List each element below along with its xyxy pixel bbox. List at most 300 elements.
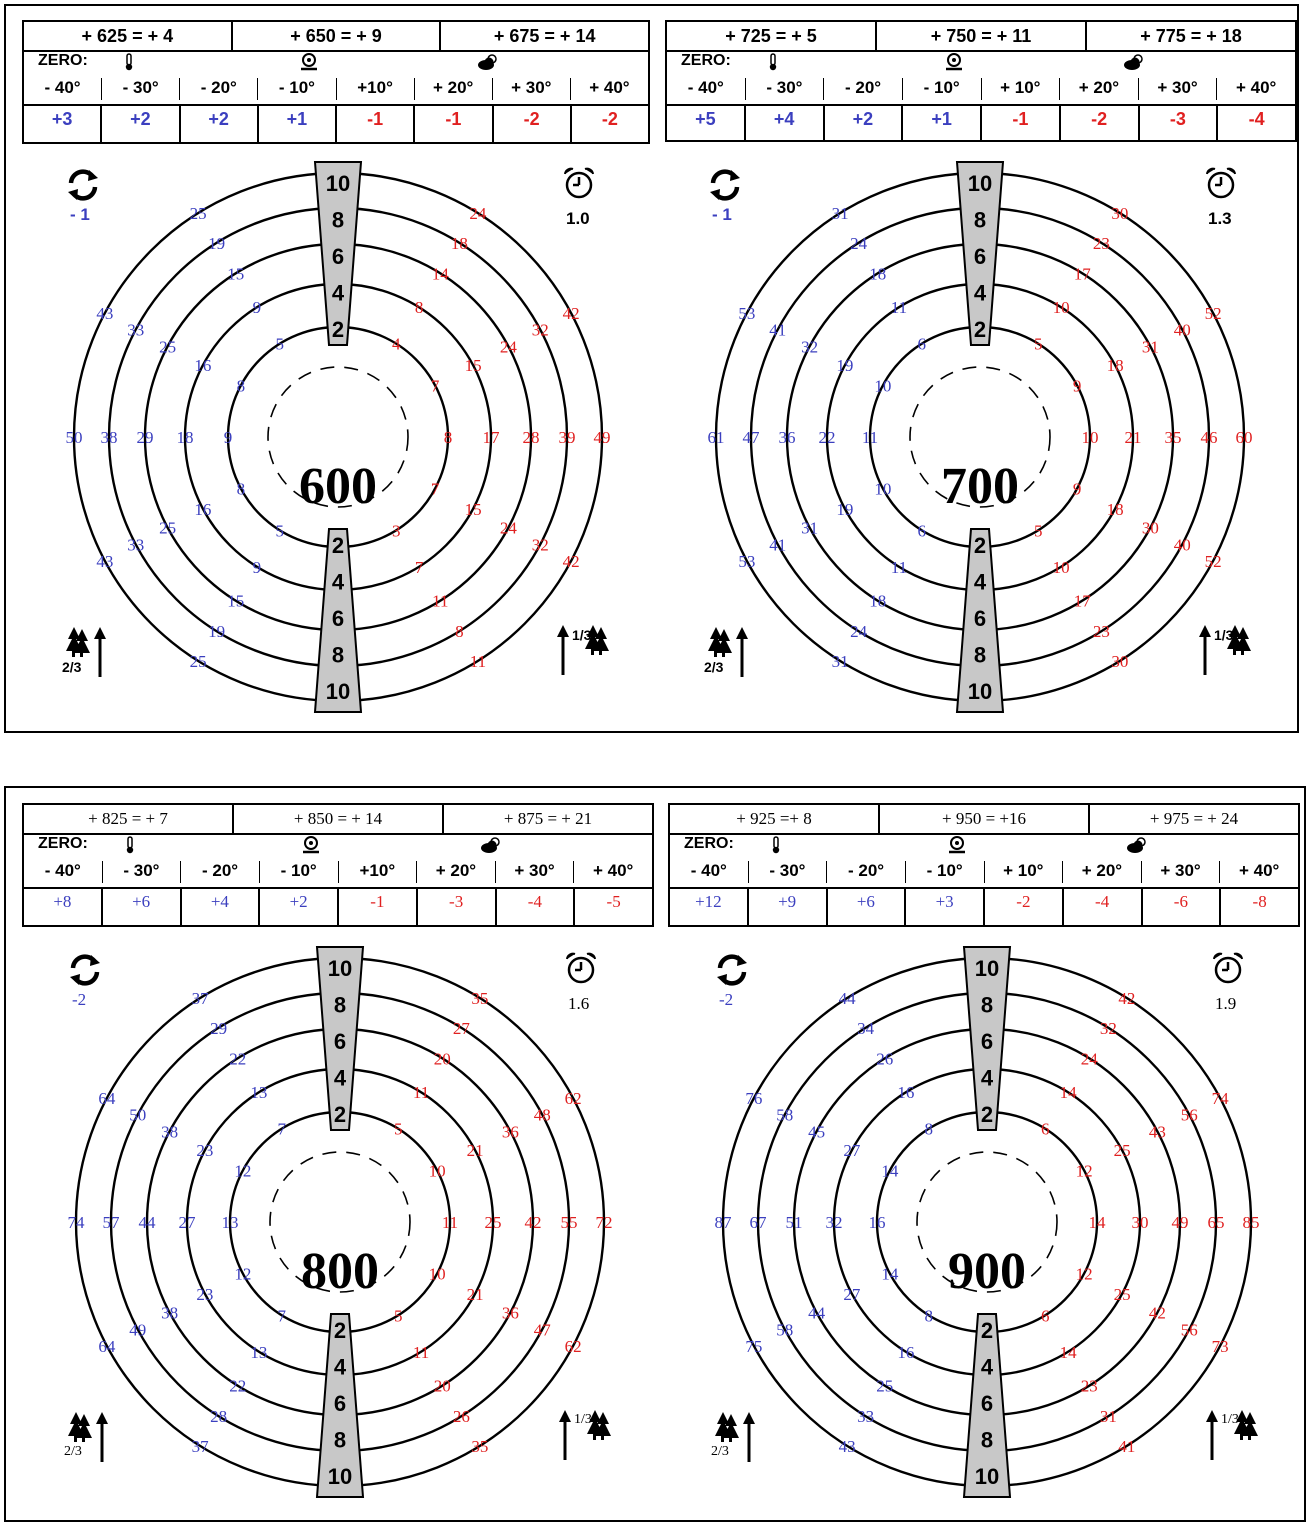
right-ring-label: 20 — [433, 1376, 451, 1396]
bottom-scale — [957, 529, 1003, 712]
left-ring-label: 18 — [176, 428, 194, 447]
tree-arrow-left — [713, 1412, 773, 1469]
left-ring-label: 44 — [838, 989, 856, 1009]
temperature-cell: - 20° — [181, 861, 260, 883]
right-ring-label: 24 — [499, 337, 517, 357]
right-ring-label: 7 — [430, 376, 440, 396]
right-ring-label: 14 — [1059, 1083, 1077, 1103]
left-ring-label: 25 — [189, 651, 207, 671]
right-ring-label: 30 — [1141, 518, 1159, 538]
range-cell: + 875 = + 21 — [503, 809, 593, 828]
scale-mark: 6 — [331, 606, 345, 631]
temperature-cell: +10° — [339, 861, 418, 883]
temperature-cell: + 40° — [1236, 78, 1277, 97]
right-ring-label: 47 — [533, 1320, 551, 1340]
correction-cell: -2 — [601, 109, 618, 129]
correction-cell: -4 — [1248, 109, 1265, 129]
right-ring-label: 52 — [1204, 551, 1222, 571]
correction-cell: -6 — [1143, 889, 1222, 925]
left-ring-label: 37 — [191, 989, 209, 1009]
left-ring-label: 58 — [776, 1105, 794, 1125]
temperature-cell: + 20° — [1060, 78, 1139, 100]
fraction-left: 2/3 — [711, 1444, 729, 1459]
rotation-value: -2 — [72, 990, 87, 1009]
left-ring-label: 44 — [808, 1303, 826, 1323]
bottom-scale — [317, 1314, 363, 1497]
time-value: 1.9 — [1215, 994, 1237, 1013]
left-ring-label: 41 — [769, 535, 787, 555]
fraction-right: 1/3 — [1221, 1412, 1239, 1427]
temperature-cell: - 20° — [824, 78, 903, 100]
right-ring-label: 14 — [431, 264, 449, 284]
rotation-value: - 1 — [712, 205, 732, 224]
range-cell: + 950 = +16 — [880, 805, 1090, 833]
top-scale — [317, 947, 363, 1130]
temperature-cell: - 40° — [667, 78, 746, 100]
right-ring-label: 10 — [1052, 298, 1070, 318]
right-ring-label: 14 — [1088, 1213, 1106, 1232]
bottom-scale — [315, 529, 361, 712]
correction-cell: -3 — [418, 889, 497, 925]
temperature-cell: + 30° — [1139, 78, 1218, 100]
right-ring-label: 26 — [452, 1407, 470, 1427]
left-ring-label: 25 — [159, 518, 177, 538]
correction-cell: -1 — [339, 889, 418, 925]
right-ring-label: 48 — [533, 1105, 551, 1125]
left-ring-label: 53 — [738, 551, 756, 571]
right-ring-label: 14 — [1059, 1342, 1077, 1362]
scale-mark: 8 — [973, 207, 987, 233]
right-ring-label: 11 — [469, 651, 487, 671]
right-ring-label: 5 — [1034, 334, 1043, 354]
scale-mark: 6 — [331, 244, 345, 269]
alarm-clock-icon — [564, 950, 598, 991]
right-ring-label: 42 — [562, 551, 580, 571]
rotation-value: - 1 — [70, 205, 90, 224]
correction-cell: -1 — [337, 106, 415, 142]
scale-mark: 4 — [333, 1065, 347, 1091]
right-ring-label: 10 — [1052, 557, 1070, 577]
tree-arrow-left — [66, 1412, 126, 1469]
left-ring-label: 24 — [850, 622, 868, 642]
left-ring-label: 13 — [221, 1213, 239, 1232]
scale-mark: 4 — [973, 569, 987, 595]
left-ring-label: 38 — [161, 1122, 179, 1142]
zero-label: ZERO: — [681, 52, 731, 69]
correction-cell: +5 — [667, 106, 746, 140]
right-ring-label: 52 — [1204, 304, 1222, 324]
top-scale — [964, 947, 1010, 1130]
left-ring-label: 22 — [229, 1376, 247, 1396]
range-cell: + 925 =+ 8 — [670, 805, 880, 833]
left-ring-label: 38 — [100, 428, 118, 447]
temperature-cell: - 30° — [102, 78, 180, 100]
dial-svg — [58, 157, 618, 717]
temperature-cell: + 40° — [589, 78, 630, 97]
right-ring-label: 17 — [482, 428, 500, 447]
right-ring-label: 11 — [441, 1213, 459, 1232]
left-ring-label: 44 — [138, 1213, 156, 1232]
zero-label: ZERO: — [38, 835, 88, 852]
left-ring-label: 25 — [189, 204, 207, 224]
scale-mark: 4 — [333, 1354, 347, 1380]
right-ring-label: 18 — [1106, 356, 1124, 376]
right-ring-label: 24 — [499, 518, 517, 538]
dial — [700, 157, 1260, 717]
left-ring-label: 64 — [98, 1336, 116, 1356]
right-ring-label: 12 — [1075, 1264, 1093, 1284]
scale-mark: 10 — [967, 679, 993, 704]
time-value: 1.3 — [1208, 209, 1232, 228]
left-ring-label: 23 — [196, 1141, 214, 1161]
fraction-right: 1/3 — [1214, 627, 1234, 643]
temperature-row — [667, 74, 1295, 102]
right-ring-label: 56 — [1180, 1320, 1198, 1340]
range-row — [24, 22, 648, 52]
right-ring-label: 35 — [471, 989, 489, 1009]
temperature-cell: - 10° — [906, 861, 985, 883]
right-ring-label: 56 — [1180, 1105, 1198, 1125]
right-ring-label: 24 — [469, 204, 487, 224]
scale-mark: 8 — [331, 207, 345, 233]
temperature-cell: - 30° — [746, 78, 825, 100]
left-ring-label: 61 — [707, 428, 725, 447]
correction-cell: +12 — [670, 889, 749, 925]
alarm-clock-icon — [1204, 165, 1238, 206]
scale-mark: 4 — [331, 280, 345, 306]
temperature-cell: + 20° — [415, 78, 493, 100]
rotation-value: -2 — [719, 990, 734, 1009]
right-ring-label: 25 — [1113, 1284, 1131, 1304]
left-ring-label: 53 — [738, 304, 756, 324]
right-ring-label: 42 — [524, 1213, 542, 1232]
right-ring-label: 11 — [412, 1342, 430, 1362]
right-ring-label: 43 — [1148, 1122, 1166, 1142]
left-ring-label: 67 — [749, 1213, 767, 1232]
scale-mark: 10 — [325, 679, 351, 704]
left-ring-label: 32 — [801, 337, 819, 357]
left-ring-label: 7 — [277, 1306, 286, 1326]
correction-row — [670, 887, 1298, 925]
temperature-row — [24, 857, 652, 885]
right-ring-label: 17 — [1073, 264, 1091, 284]
scale-mark: 2 — [980, 1318, 994, 1343]
correction-row — [667, 104, 1295, 140]
right-ring-label: 32 — [531, 320, 549, 340]
left-ring-label: 41 — [769, 320, 787, 340]
right-ring-label: 46 — [1200, 428, 1218, 447]
dial — [707, 942, 1267, 1502]
left-ring-label: 12 — [234, 1264, 252, 1284]
left-ring-label: 10 — [874, 479, 892, 499]
temperature-cell: - 30° — [103, 861, 182, 883]
scale-mark: 10 — [967, 171, 993, 196]
rotation-icon — [65, 167, 101, 208]
range-cell: + 825 = + 7 — [24, 805, 234, 833]
right-ring-label: 60 — [1235, 428, 1253, 447]
scale-mark: 10 — [325, 171, 351, 196]
left-ring-label: 27 — [843, 1141, 861, 1161]
right-ring-label: 5 — [394, 1306, 403, 1326]
left-ring-label: 36 — [778, 428, 796, 447]
right-ring-label: 49 — [593, 428, 611, 447]
scale-mark: 2 — [331, 533, 345, 558]
left-ring-label: 33 — [857, 1407, 875, 1427]
left-ring-label: 49 — [129, 1320, 147, 1340]
left-ring-label: 16 — [897, 1342, 915, 1362]
left-ring-label: 16 — [897, 1083, 915, 1103]
left-ring-label: 11 — [890, 298, 908, 318]
right-ring-label: 11 — [432, 591, 449, 611]
correction-cell: +4 — [746, 106, 825, 140]
right-ring-label: 25 — [484, 1213, 502, 1232]
dial — [58, 157, 618, 717]
scale-mark: 2 — [333, 1102, 347, 1127]
right-ring-label: 65 — [1207, 1213, 1225, 1232]
left-ring-label: 6 — [917, 521, 926, 541]
correction-cell: +2 — [825, 106, 904, 140]
header-table — [22, 20, 650, 144]
left-ring-label: 27 — [843, 1284, 861, 1304]
scale-mark: 2 — [333, 1318, 347, 1343]
tree-arrow-left — [64, 627, 124, 684]
range-row — [670, 805, 1298, 835]
right-ring-label: 3 — [392, 521, 401, 541]
right-ring-label: 12 — [1075, 1161, 1093, 1181]
left-ring-label: 38 — [161, 1303, 179, 1323]
left-ring-label: 33 — [127, 535, 145, 555]
correction-cell: -5 — [606, 892, 621, 911]
right-ring-label: 32 — [1099, 1018, 1117, 1038]
correction-cell: +6 — [103, 889, 182, 925]
right-ring-label: 10 — [428, 1161, 446, 1181]
right-ring-label: 73 — [1211, 1336, 1229, 1356]
top-scale — [315, 162, 361, 345]
right-ring-label: 30 — [1111, 651, 1129, 671]
right-ring-label: 41 — [1118, 1436, 1136, 1456]
range-cell: + 750 = + 11 — [877, 22, 1087, 50]
temperature-cell: + 30° — [493, 78, 571, 100]
left-ring-label: 50 — [129, 1105, 147, 1125]
range-cell: + 675 = + 14 — [493, 25, 596, 46]
right-ring-label: 7 — [430, 479, 440, 499]
scale-mark: 10 — [327, 1464, 353, 1489]
left-ring-label: 45 — [808, 1122, 826, 1142]
right-ring-label: 5 — [1034, 521, 1043, 541]
time-value: 1.0 — [566, 209, 590, 228]
temperature-cell: - 10° — [903, 78, 982, 100]
right-ring-label: 15 — [464, 356, 482, 376]
distance-label: 700 — [941, 458, 1019, 515]
right-ring-label: 35 — [471, 1436, 489, 1456]
left-ring-label: 8 — [236, 376, 246, 396]
zero-label: ZERO: — [38, 52, 88, 69]
left-ring-label: 11 — [861, 428, 879, 447]
correction-cell: -1 — [982, 106, 1061, 140]
right-ring-label: 62 — [564, 1089, 582, 1109]
scale-mark: 6 — [980, 1391, 994, 1416]
header-table — [668, 803, 1300, 927]
left-ring-label: 64 — [98, 1089, 116, 1109]
right-ring-label: 85 — [1242, 1213, 1260, 1232]
correction-cell: +3 — [906, 889, 985, 925]
alarm-clock-icon — [1211, 950, 1245, 991]
right-ring-label: 25 — [1113, 1141, 1131, 1161]
dial-svg — [707, 942, 1267, 1502]
left-ring-label: 29 — [210, 1018, 228, 1038]
right-ring-label: 74 — [1211, 1089, 1229, 1109]
right-ring-label: 8 — [455, 622, 464, 642]
scale-mark: 8 — [980, 992, 994, 1018]
top-scale — [957, 162, 1003, 345]
right-ring-label: 7 — [414, 557, 424, 577]
right-ring-label: 9 — [1072, 376, 1082, 396]
correction-cell: -2 — [494, 106, 572, 142]
scale-mark: 6 — [973, 244, 987, 269]
left-ring-label: 16 — [868, 1213, 886, 1232]
scale-mark: 6 — [333, 1391, 347, 1416]
fraction-right: 1/3 — [574, 1412, 592, 1427]
right-ring-label: 6 — [1041, 1119, 1050, 1139]
left-ring-label: 31 — [801, 518, 819, 538]
left-ring-label: 10 — [874, 376, 892, 396]
right-ring-label: 62 — [564, 1336, 582, 1356]
temperature-cell: - 40° — [24, 78, 102, 100]
correction-cell: +2 — [102, 106, 180, 142]
right-ring-label: 4 — [392, 334, 401, 354]
left-ring-label: 31 — [831, 204, 849, 224]
right-ring-label: 49 — [1171, 1213, 1189, 1232]
scale-mark: 8 — [980, 1427, 994, 1453]
dial-svg — [60, 942, 620, 1502]
left-ring-label: 76 — [745, 1089, 763, 1109]
left-ring-label: 16 — [194, 499, 212, 519]
left-ring-label: 6 — [917, 334, 926, 354]
temperature-cell: - 40° — [24, 861, 103, 883]
distance-label: 800 — [301, 1243, 379, 1300]
left-ring-label: 9 — [252, 298, 262, 318]
left-ring-label: 25 — [876, 1376, 894, 1396]
right-ring-label: 6 — [1041, 1306, 1050, 1326]
temperature-row — [24, 74, 648, 102]
alarm-clock-icon — [562, 165, 596, 206]
temperature-cell: + 20° — [417, 861, 496, 883]
left-ring-label: 58 — [776, 1320, 794, 1340]
fraction-right: 1/3 — [572, 627, 592, 643]
right-ring-label: 31 — [1141, 337, 1159, 357]
left-ring-label: 18 — [869, 591, 887, 611]
rotation-icon — [707, 167, 743, 208]
left-ring-label: 25 — [159, 337, 177, 357]
scale-mark: 8 — [973, 642, 987, 668]
left-ring-label: 8 — [236, 479, 246, 499]
left-ring-label: 33 — [127, 320, 145, 340]
right-ring-label: 30 — [1111, 204, 1129, 224]
right-ring-label: 24 — [1080, 1049, 1098, 1069]
right-ring-label: 18 — [1106, 499, 1124, 519]
rotation-icon — [67, 952, 103, 993]
left-ring-label: 15 — [227, 264, 245, 284]
left-ring-label: 5 — [275, 334, 284, 354]
range-cell: + 625 = + 4 — [24, 22, 233, 50]
right-ring-label: 10 — [428, 1264, 446, 1284]
right-ring-label: 40 — [1173, 320, 1191, 340]
fraction-left: 2/3 — [64, 1444, 82, 1459]
scale-mark: 2 — [980, 1102, 994, 1127]
left-ring-label: 22 — [818, 428, 836, 447]
right-ring-label: 15 — [464, 499, 482, 519]
temperature-cell: +10° — [337, 78, 415, 100]
right-ring-label: 55 — [560, 1213, 578, 1232]
temperature-cell: - 10° — [258, 78, 336, 100]
distance-label: 900 — [948, 1243, 1026, 1300]
scale-mark: 10 — [974, 1464, 1000, 1489]
correction-cell: +8 — [24, 889, 103, 925]
fraction-left: 2/3 — [62, 659, 82, 675]
correction-cell: -4 — [497, 889, 576, 925]
correction-cell: -1 — [415, 106, 493, 142]
range-cell: + 725 = + 5 — [667, 22, 877, 50]
temperature-cell: + 20° — [1063, 861, 1142, 883]
right-ring-label: 23 — [1080, 1376, 1098, 1396]
right-ring-label: 23 — [1092, 622, 1110, 642]
left-ring-label: 23 — [196, 1284, 214, 1304]
dial-svg — [700, 157, 1260, 717]
left-ring-label: 34 — [857, 1018, 875, 1038]
left-ring-label: 11 — [890, 557, 908, 577]
correction-cell: +2 — [181, 106, 259, 142]
left-ring-label: 15 — [227, 591, 245, 611]
correction-cell: +9 — [749, 889, 828, 925]
right-ring-label: 40 — [1173, 535, 1191, 555]
scale-mark: 6 — [973, 606, 987, 631]
right-ring-label: 32 — [531, 535, 549, 555]
temperature-cell: + 40° — [1239, 861, 1280, 880]
left-ring-label: 32 — [825, 1213, 843, 1232]
left-ring-label: 57 — [102, 1213, 120, 1232]
temperature-cell: + 10° — [982, 78, 1061, 100]
left-ring-label: 19 — [836, 356, 854, 376]
tree-arrow-left — [706, 627, 766, 684]
left-ring-label: 18 — [869, 264, 887, 284]
correction-cell: +2 — [260, 889, 339, 925]
left-ring-label: 16 — [194, 356, 212, 376]
right-ring-label: 27 — [452, 1018, 470, 1038]
right-ring-label: 42 — [1118, 989, 1136, 1009]
left-ring-label: 29 — [136, 428, 154, 447]
right-ring-label: 21 — [466, 1284, 484, 1304]
left-ring-label: 8 — [924, 1306, 933, 1326]
right-ring-label: 10 — [1081, 428, 1099, 447]
scale-mark: 4 — [980, 1354, 994, 1380]
scale-mark: 6 — [333, 1029, 347, 1054]
right-ring-label: 36 — [501, 1303, 519, 1323]
right-ring-label: 72 — [595, 1213, 613, 1232]
temperature-cell: - 30° — [749, 861, 828, 883]
range-cell: + 650 = + 9 — [233, 22, 442, 50]
left-ring-label: 8 — [924, 1119, 933, 1139]
fraction-left: 2/3 — [704, 659, 724, 675]
range-cell: + 850 = + 14 — [234, 805, 444, 833]
correction-cell: +3 — [24, 106, 102, 142]
right-ring-label: 28 — [522, 428, 540, 447]
left-ring-label: 19 — [836, 499, 854, 519]
temperature-cell: + 10° — [985, 861, 1064, 883]
right-ring-label: 23 — [1092, 233, 1110, 253]
right-ring-label: 21 — [466, 1141, 484, 1161]
scale-mark: 2 — [973, 317, 987, 342]
temperature-cell: - 40° — [670, 861, 749, 883]
